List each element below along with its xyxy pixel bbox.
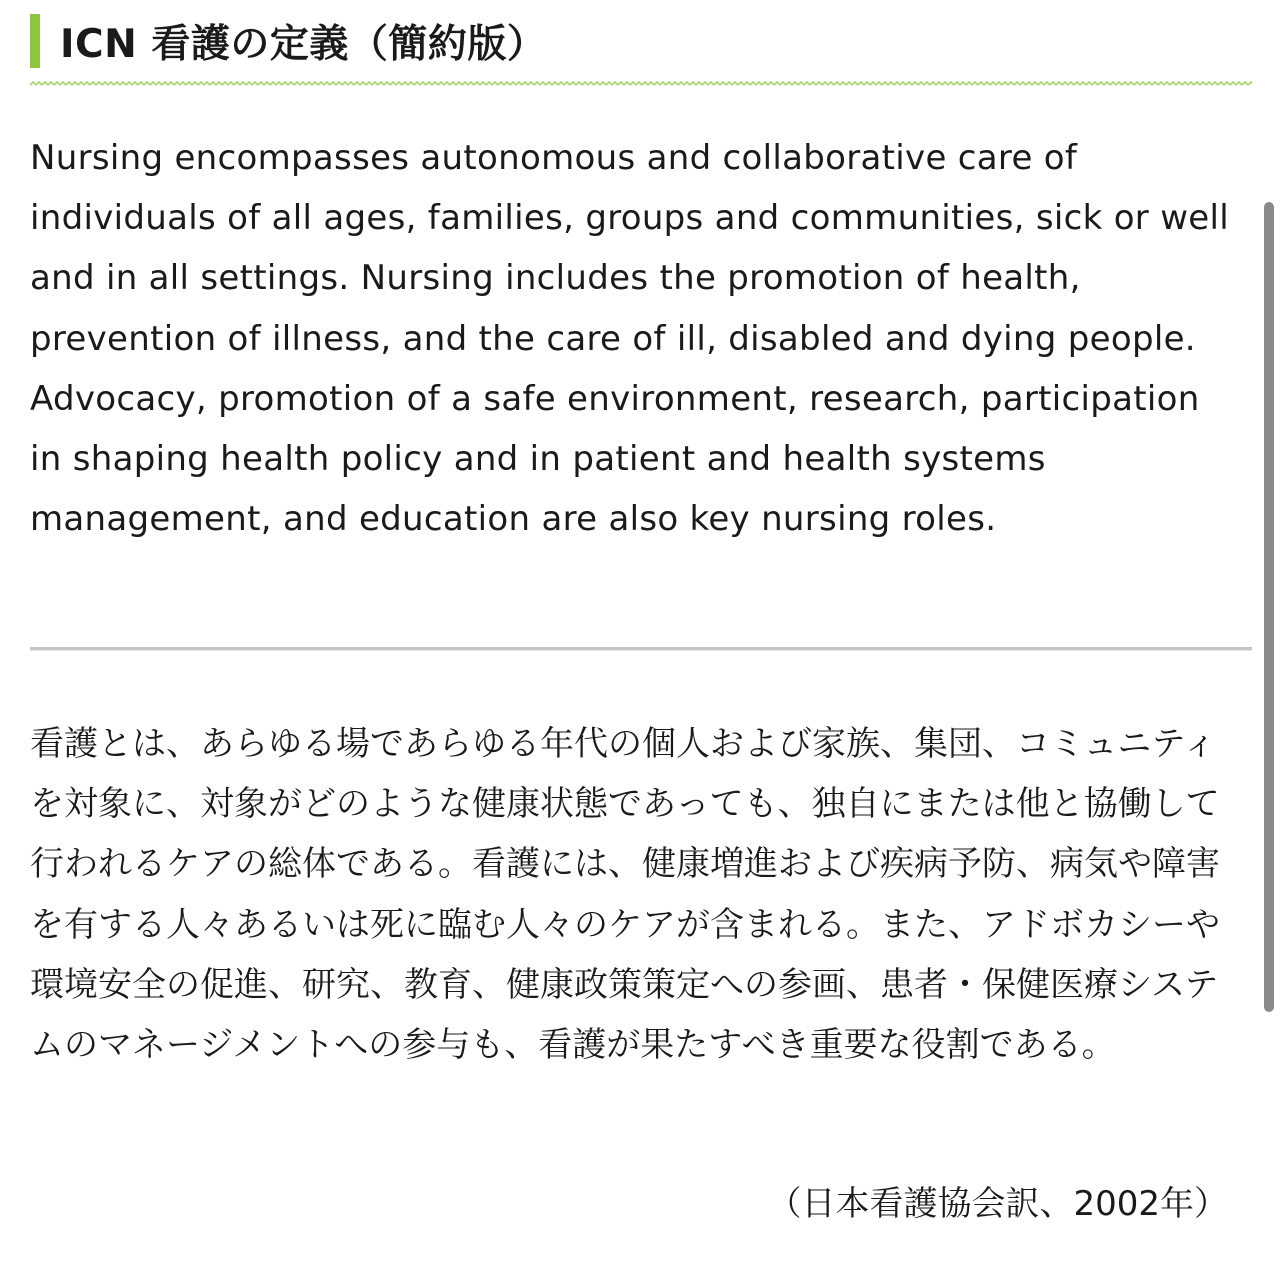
english-definition: Nursing encompasses autonomous and collaborative care of individuals of all ages, families, groups and communities, sick or well and in all settings. Nursing includes the promotion of health, prevention of illness, and the care of ill, disabled and dying people. Advocacy, promotion of a safe environment, research, participation in shaping health policy and in patient and health systems management, and education are also key nursing roles. [30, 138, 1230, 540]
page-title: ICN 看護の定義（簡約版） [60, 22, 547, 67]
section-heading [30, 12, 546, 70]
translation-credit: （日本看護協会訳、2002年） [767, 1184, 1228, 1224]
scrollbar-thumb[interactable] [1264, 202, 1274, 1012]
section-divider [30, 647, 1252, 651]
wavy-divider [30, 80, 1252, 88]
japanese-definition: 看護とは、あらゆる場であらゆる年代の個人および家族、集団、コミュニティを対象に、対象がどのような健康状態であっても、独自にまたは他と協働して行われるケアの総体である。看護には、健康増進および疾病予防、病気や障害を有する人々あるいは死に臨む人々のケアが含まれる。また、アドボカシーや環境安全の促進、研究、教育、健康政策策定への参画、患者・保健医療システムのマネージメントへの参与も、看護が果たすべき重要な役割である。 [30, 724, 1220, 1066]
heading-accent-bar [30, 14, 40, 68]
scrollbar[interactable] [1264, 202, 1276, 1012]
